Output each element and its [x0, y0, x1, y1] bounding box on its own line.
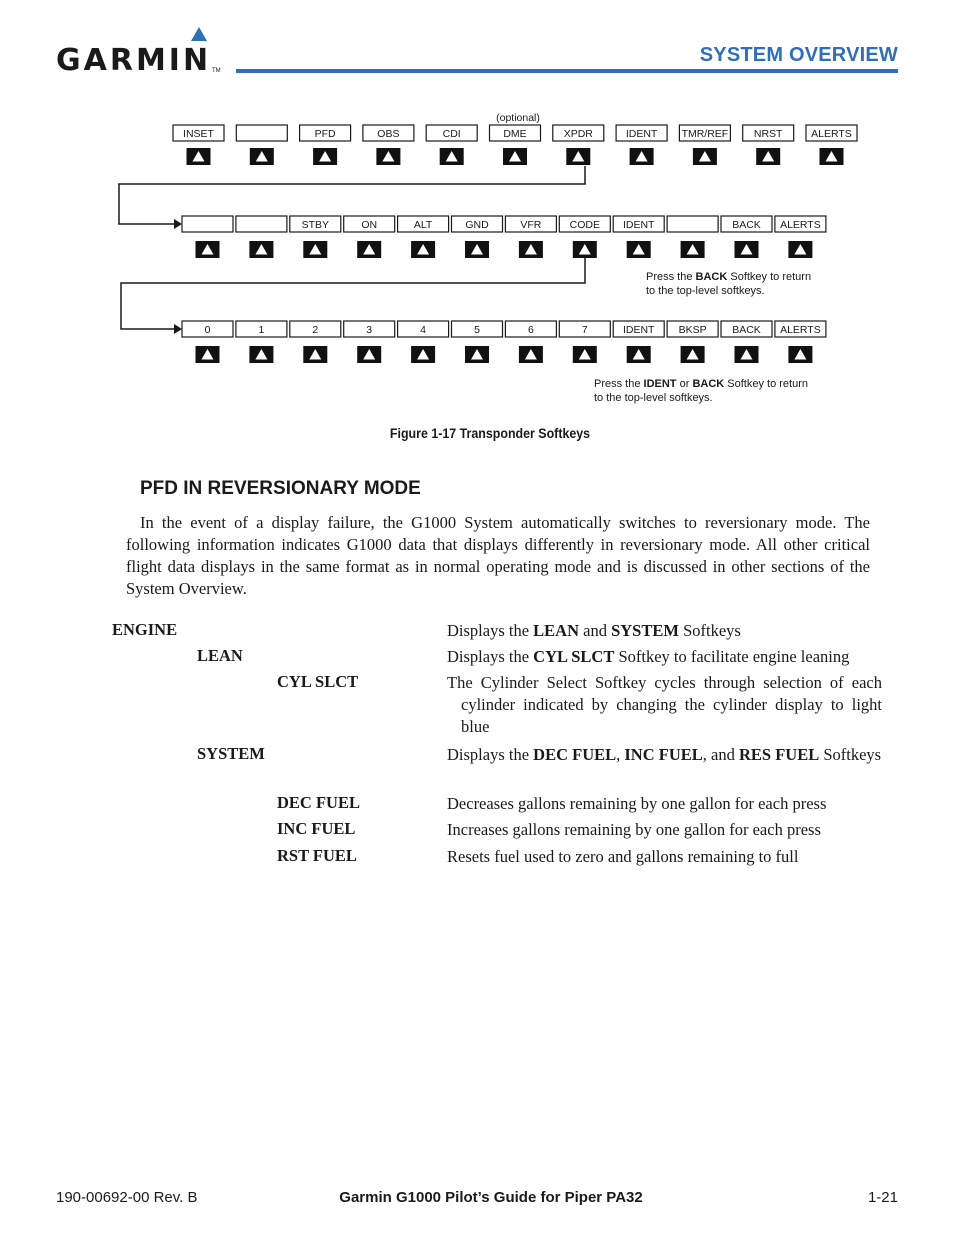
softkey-label: STBY [301, 219, 330, 231]
footer-doc-number: 190-00692-00 Rev. B [56, 1189, 198, 1206]
section-title: SYSTEM OVERVIEW [699, 44, 898, 66]
softkey-label: 7 [581, 324, 588, 336]
note-ident-back-line2: to the top-level softkeys. [594, 392, 713, 404]
note-back-line1: Press the BACK Softkey to return [646, 271, 812, 283]
softkey-label: 3 [366, 324, 373, 336]
softkey-label: IDENT [625, 128, 658, 140]
footer-page-number: 1-21 [867, 1189, 898, 1206]
term-engine: ENGINE [112, 620, 178, 639]
footer-guide-title: Garmin G1000 Pilot’s Guide for Piper PA32 [339, 1189, 643, 1206]
softkey-label: XPDR [563, 128, 593, 140]
softkey-label: 2 [312, 324, 319, 336]
transponder-softkeys-diagram [0, 0, 954, 460]
connector-arrowhead-row2 [174, 219, 182, 229]
logo-trademark: TM [212, 68, 221, 74]
softkey-blank-r1-2 [236, 125, 287, 141]
softkey-label: 6 [527, 324, 534, 336]
softkey-label: INSET [183, 128, 214, 140]
softkey-label: BACK [732, 324, 761, 336]
desc-system: Displays the DEC FUEL, INC FUEL, and RES FUEL Softkeys [447, 745, 882, 764]
desc-cyl-slct: The Cylinder Select Softkey cycles through selection of each cylinder indicated by changing the cylinder display to light blue [447, 673, 882, 736]
term-lean: LEAN [197, 646, 243, 665]
softkey-label: ALT [413, 219, 433, 231]
connector-arrowhead-row3 [174, 324, 182, 334]
softkey-label: CDI [442, 128, 461, 140]
softkey-label: ALERTS [780, 324, 821, 336]
softkey-blank-r2-2 [236, 216, 287, 232]
optional-label: (optional) [496, 112, 540, 124]
softkey-label: 0 [204, 324, 211, 336]
softkey-label: ALERTS [780, 219, 821, 231]
term-inc-fuel: INC FUEL [277, 819, 356, 838]
figure-caption: Figure 1-17 Transponder Softkeys [389, 426, 591, 441]
connector-row1-to-row2 [119, 166, 585, 224]
softkey-label: NRST [753, 128, 783, 140]
term-rst-fuel: RST FUEL [277, 846, 357, 865]
section-heading: PFD IN REVERSIONARY MODE [140, 478, 421, 499]
note-back-line2: to the top-level softkeys. [646, 285, 765, 297]
softkey-label: ALERTS [811, 128, 852, 140]
softkey-label: DME [503, 128, 527, 140]
intro-paragraph: In the event of a display failure, the G1000 System automatically switches to reversionary mode. The following information indicates G1000 data that displays differently in reversionary mode. All other critical flight data displays in the same format as in normal operating mode and is discussed in other sections of the System Overview. [126, 513, 870, 598]
softkey-label: IDENT [622, 324, 655, 336]
connector-row2-to-row3 [121, 258, 585, 329]
softkey-label: GND [465, 219, 489, 231]
softkey-label: BACK [732, 219, 761, 231]
softkey-label: ON [361, 219, 378, 231]
row-connectors [119, 166, 585, 334]
garmin-logo: GARMIN [56, 43, 212, 78]
softkey-label: 1 [258, 324, 265, 336]
softkey-label: BKSP [678, 324, 707, 336]
softkey-rows [173, 125, 857, 363]
softkey-label: CODE [569, 219, 600, 231]
term-system: SYSTEM [197, 744, 265, 763]
softkey-blank-r2-10 [667, 216, 718, 232]
note-ident-back-line1: Press the IDENT or BACK Softkey to return [594, 378, 808, 390]
desc-lean: Displays the CYL SLCT Softkey to facilitate engine leaning [447, 647, 850, 666]
softkey-label: IDENT [622, 219, 655, 231]
desc-dec-fuel: Decreases gallons remaining by one gallon for each press [447, 794, 827, 813]
softkey-label: 5 [474, 324, 480, 336]
softkey-label: TMR/REF [681, 128, 729, 140]
softkey-blank-r2-1 [182, 216, 233, 232]
softkey-label: PFD [314, 128, 336, 140]
softkey-label: OBS [377, 128, 400, 140]
term-cyl-slct: CYL SLCT [277, 672, 359, 691]
softkey-label: VFR [520, 219, 542, 231]
desc-inc-fuel: Increases gallons remaining by one gallon for each press [447, 820, 821, 839]
desc-engine: Displays the LEAN and SYSTEM Softkeys [447, 621, 741, 640]
desc-rst-fuel: Resets fuel used to zero and gallons remaining to full [447, 847, 799, 866]
term-dec-fuel: DEC FUEL [277, 793, 360, 812]
softkey-label: 4 [420, 324, 427, 336]
